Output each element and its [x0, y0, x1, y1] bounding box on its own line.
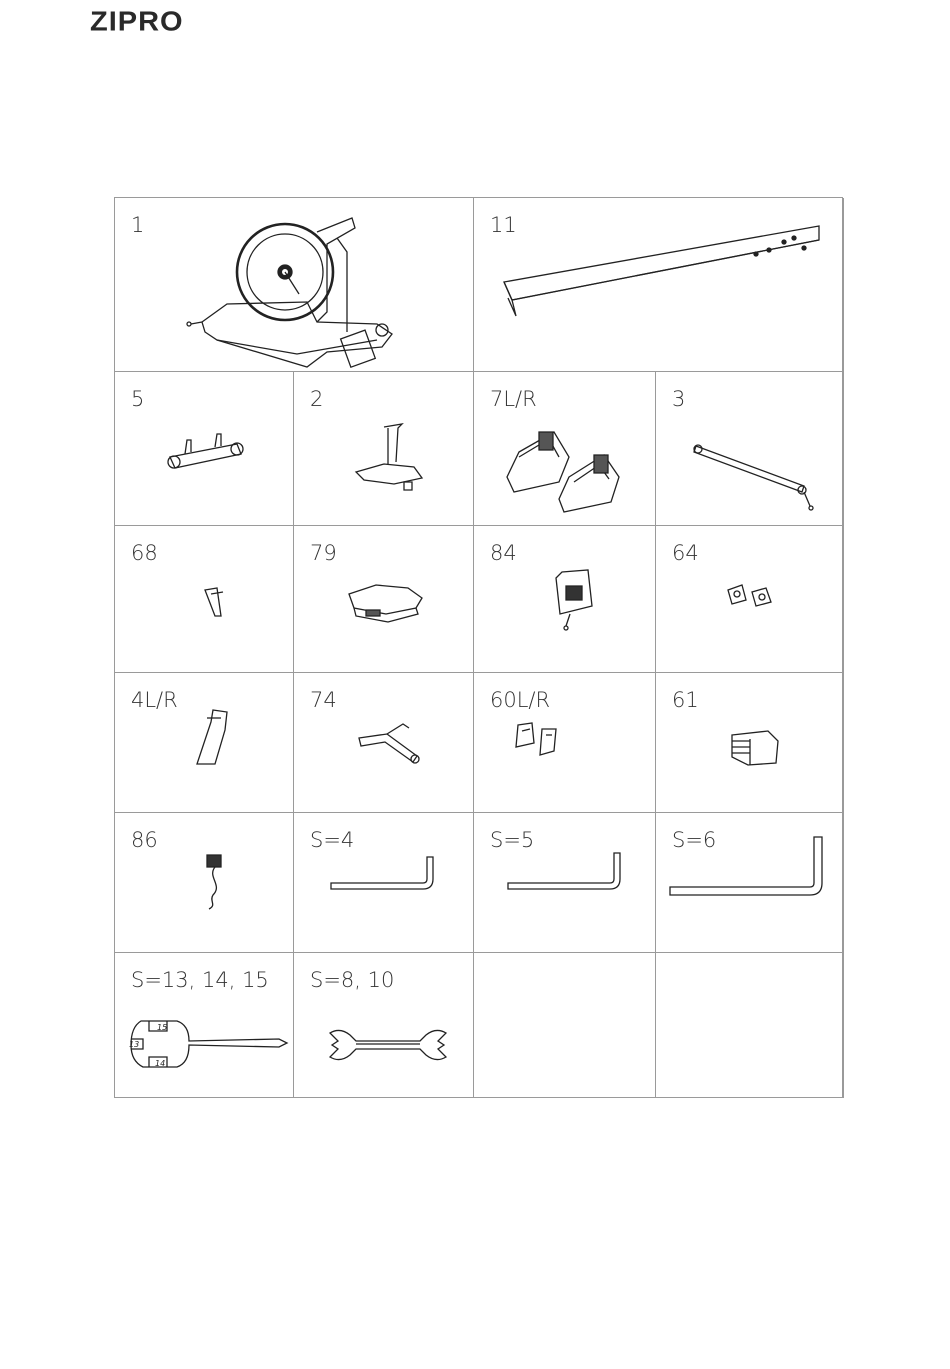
end-cap-block-illustration: [728, 727, 783, 769]
open-wrench-illustration: [326, 1027, 450, 1063]
part-label: 61: [672, 688, 699, 712]
main-frame-illustration: [177, 212, 407, 367]
part-label: 79: [310, 541, 337, 565]
part-label: 60L/R: [490, 688, 551, 712]
part-label: 68: [131, 541, 158, 565]
part-cell-empty-2: [656, 953, 844, 1098]
part-label: 1: [131, 213, 145, 237]
part-label: S=8, 10: [310, 968, 395, 992]
part-cell-11: [474, 198, 844, 372]
part-cell-7lr: [474, 372, 656, 526]
part-label: 86: [131, 828, 158, 852]
part-cell-s6: [656, 813, 844, 953]
part-cell-60lr: [474, 673, 656, 813]
rail-illustration: [494, 220, 824, 320]
part-label: 84: [490, 541, 517, 565]
part-label: 7L/R: [490, 387, 537, 411]
part-label: S=13, 14, 15: [131, 968, 269, 992]
sensor-cable-illustration: [203, 851, 233, 911]
part-cell-84: [474, 526, 656, 673]
part-cell-2: [294, 372, 474, 526]
zipro-logo: ZIPRO: [90, 6, 184, 38]
part-cell-empty-1: [474, 953, 656, 1098]
hex-key-icon: [668, 835, 828, 897]
part-cell-multi-wrench: [115, 953, 294, 1098]
small-bracket-illustration: [203, 586, 233, 621]
part-cell-74: [294, 673, 474, 813]
part-label: 4L/R: [131, 688, 178, 712]
part-cell-s4: [294, 813, 474, 953]
hex-key-icon: [506, 851, 626, 901]
part-cell-68: [115, 526, 294, 673]
part-cell-4lr: [115, 673, 294, 813]
part-label: 5: [131, 387, 145, 411]
front-stabilizer-illustration: [165, 432, 245, 482]
part-cell-s5: [474, 813, 656, 953]
part-label: 64: [672, 541, 699, 565]
console-illustration: [552, 568, 597, 633]
part-cell-61: [656, 673, 844, 813]
covers-illustration: [512, 721, 562, 761]
part-cell-open-wrench: [294, 953, 474, 1098]
pull-bar-illustration: [686, 434, 816, 514]
handle-illustration: [357, 720, 427, 765]
part-cell-79: [294, 526, 474, 673]
part-label: S=5: [490, 828, 535, 852]
wrench-size-15: 15: [157, 1023, 168, 1032]
part-label: 2: [310, 387, 324, 411]
end-caps-illustration: [726, 582, 776, 610]
seat-post-illustration: [354, 422, 434, 502]
rail-cover-illustration: [193, 708, 233, 768]
hex-key-icon: [329, 853, 439, 903]
parts-grid: [114, 197, 843, 1098]
part-cell-64: [656, 526, 844, 673]
part-cell-86: [115, 813, 294, 953]
wrench-size-14: 14: [155, 1059, 166, 1068]
part-cell-3: [656, 372, 844, 526]
part-label: S=6: [672, 828, 717, 852]
part-label: 11: [490, 213, 517, 237]
part-cell-5: [115, 372, 294, 526]
foot-pedals-illustration: [499, 427, 634, 517]
part-cell-1: [115, 198, 474, 372]
wrench-size-13: 13: [129, 1040, 140, 1049]
seat-illustration: [346, 580, 426, 630]
multi-wrench-illustration: [129, 1015, 287, 1071]
part-label: S=4: [310, 828, 355, 852]
part-label: 74: [310, 688, 337, 712]
part-label: 3: [672, 387, 686, 411]
